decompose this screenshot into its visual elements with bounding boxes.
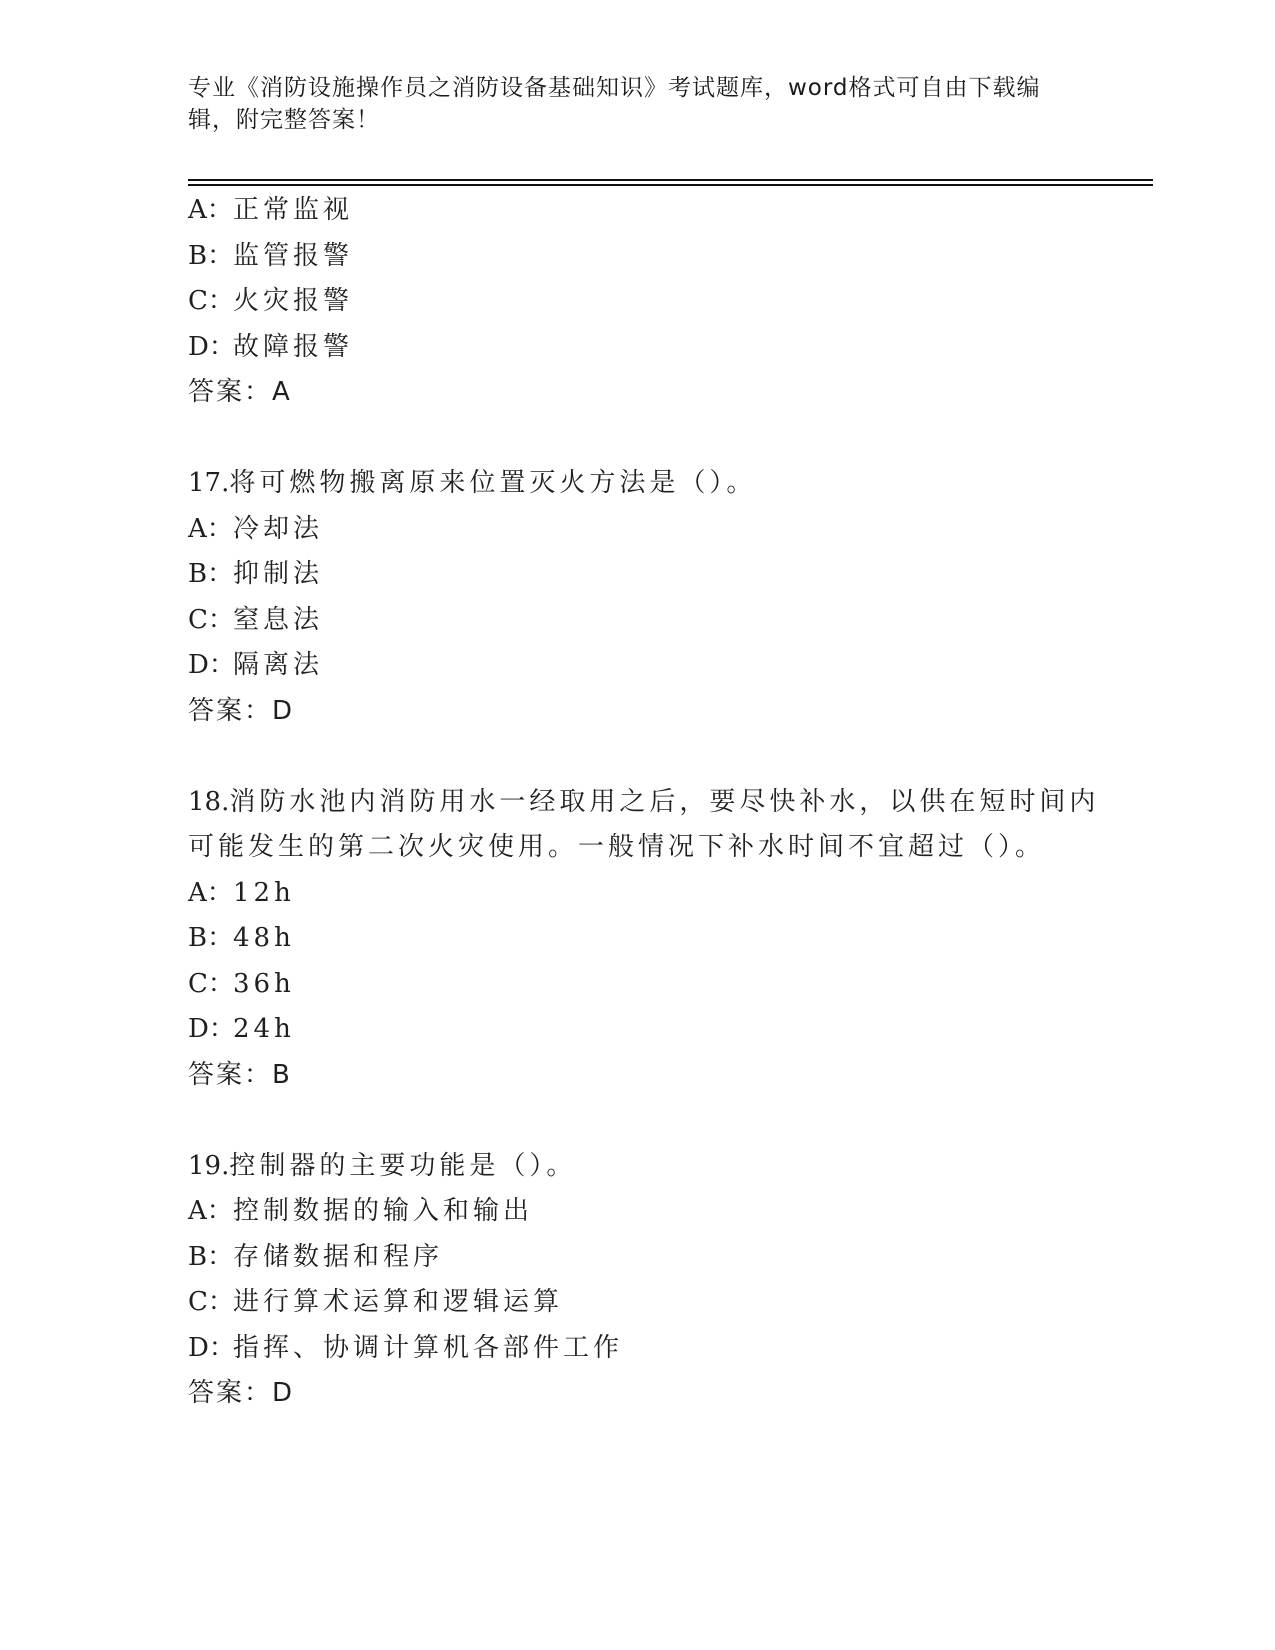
option-text: 进行算术运算和逻辑运算 — [233, 1287, 564, 1317]
answer: 答案：D — [188, 695, 295, 726]
question-16 — [188, 188, 1108, 416]
option-text: 冷却法 — [233, 513, 324, 544]
option-d — [188, 1326, 1108, 1372]
option-d — [188, 643, 1108, 689]
option-a — [188, 1189, 1108, 1235]
option-text: 抑制法 — [233, 559, 324, 589]
header-rule-top — [188, 179, 1153, 181]
option-label: C： — [188, 968, 234, 999]
option-text: 监管报警 — [233, 240, 354, 271]
option-b — [188, 552, 1108, 598]
option-text: 隔离法 — [233, 650, 324, 680]
option-label: B： — [188, 923, 234, 953]
spacer — [188, 416, 1108, 462]
option-c — [188, 598, 1108, 644]
option-a — [188, 507, 1108, 553]
question-19 — [188, 1144, 1108, 1417]
answer: 答案：A — [188, 377, 292, 407]
option-b — [188, 234, 1108, 280]
option-label: D： — [188, 1014, 235, 1044]
spacer — [188, 734, 1108, 780]
option-c — [188, 962, 1108, 1008]
question-stem — [188, 780, 1108, 826]
document-header: 专业《消防设施操作员之消防设备基础知识》考试题库，word格式可自由下载编辑，附完整答案！ — [188, 75, 1041, 133]
spacer — [188, 1098, 1108, 1144]
question-text: 控制器的主要功能是（）。 — [229, 1150, 577, 1181]
option-text: 指挥、协调计算机各部件工作 — [233, 1332, 624, 1363]
question-number: 18. — [188, 786, 230, 817]
question-text: 将可燃物搬离原来位置灭火方法是（）。 — [229, 468, 757, 498]
option-d — [188, 1007, 1108, 1053]
question-stem — [188, 461, 1108, 507]
option-label: D： — [188, 1332, 235, 1363]
option-label: C： — [188, 604, 234, 635]
option-c — [188, 1280, 1108, 1326]
option-label: A： — [188, 877, 233, 908]
question-text: 消防水池内消防用水一经取用之后，要尽快补水，以供在短时间内 — [229, 786, 1100, 817]
question-stem-continued: 可能发生的第二次火灾使用。一般情况下补水时间不宜超过（）。 — [188, 832, 1046, 862]
option-c — [188, 279, 1108, 325]
option-b — [188, 916, 1108, 962]
option-label: A： — [188, 1196, 233, 1226]
header-rule-bottom — [188, 184, 1153, 186]
option-text: 24h — [233, 1014, 295, 1044]
option-text: 火灾报警 — [233, 286, 354, 316]
question-number: 19. — [188, 1150, 230, 1181]
option-label: C： — [188, 286, 234, 316]
option-label: B： — [188, 240, 234, 271]
option-text: 12h — [233, 877, 295, 908]
option-label: D： — [188, 331, 235, 362]
question-number: 17. — [188, 468, 230, 498]
option-text: 窒息法 — [233, 604, 324, 635]
option-text: 48h — [233, 923, 295, 953]
question-18 — [188, 780, 1108, 1099]
option-text: 36h — [233, 968, 295, 999]
option-text: 故障报警 — [233, 331, 354, 362]
option-b — [188, 1235, 1108, 1281]
option-text: 控制数据的输入和输出 — [233, 1196, 534, 1226]
question-17 — [188, 461, 1108, 734]
option-label: B： — [188, 559, 234, 589]
option-text: 正常监视 — [233, 195, 354, 225]
option-label: B： — [188, 1241, 234, 1272]
answer: 答案：D — [188, 1378, 295, 1408]
option-label: C： — [188, 1287, 234, 1317]
option-text: 存储数据和程序 — [233, 1241, 444, 1272]
option-a — [188, 871, 1108, 917]
question-stem — [188, 1144, 1108, 1190]
option-label: A： — [188, 195, 233, 225]
answer: 答案：B — [188, 1059, 292, 1090]
question-list — [188, 188, 1108, 1417]
option-d — [188, 325, 1108, 371]
option-label: D： — [188, 650, 235, 680]
option-a — [188, 188, 1108, 234]
option-label: A： — [188, 513, 233, 544]
